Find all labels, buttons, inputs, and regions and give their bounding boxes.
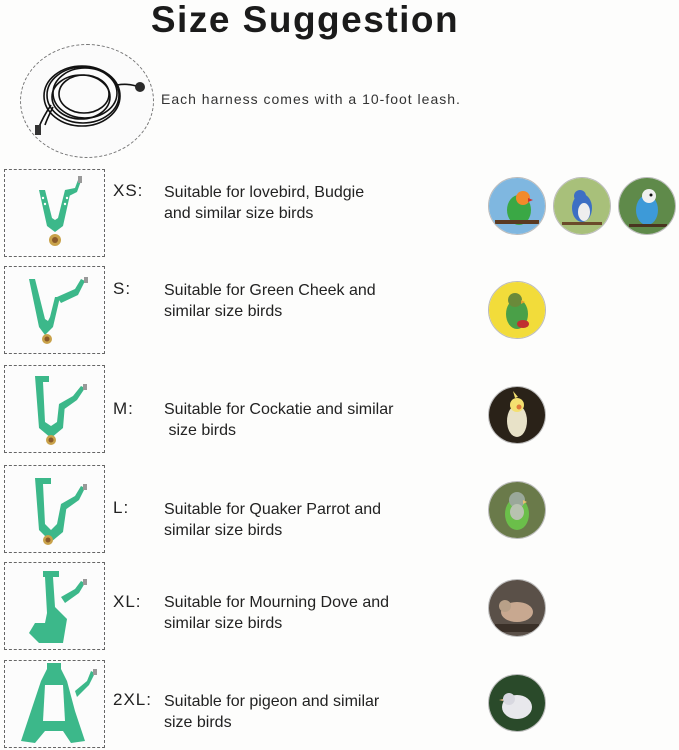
size-description: Suitable for lovebird, Budgie and similar size birds <box>164 184 365 222</box>
harness-l-image <box>4 465 105 553</box>
size-description: Suitable for Mourning Dove and similar size birds <box>164 594 390 632</box>
harness-xl-image <box>4 562 105 650</box>
size-row-xl <box>0 562 679 652</box>
size-label: XS: <box>113 181 144 200</box>
size-label: M: <box>113 399 134 418</box>
harness-icon <box>5 366 106 454</box>
cockatiel-photo <box>488 386 546 444</box>
mourning-dove-photo <box>488 579 546 637</box>
size-row-l <box>0 465 679 555</box>
budgie-photo <box>618 177 676 235</box>
harness-icon <box>5 563 106 651</box>
page-title: Size Suggestion <box>150 0 460 40</box>
size-label: XL: <box>113 592 142 611</box>
harness-icon <box>5 466 106 554</box>
size-description: Suitable for pigeon and similar size birds <box>164 693 380 731</box>
leash-note: Each harness comes with a 10-foot leash. <box>161 91 461 107</box>
harness-icon <box>5 267 106 355</box>
size-row-m <box>0 365 679 455</box>
harness-2xl-image <box>4 660 105 748</box>
size-description: Suitable for Cockatie and similar size birds <box>164 401 394 439</box>
quaker-parrot-photo <box>488 481 546 539</box>
lovebird-photo <box>488 177 546 235</box>
leash-photo <box>20 44 154 158</box>
size-description: Suitable for Green Cheek and similar size birds <box>164 282 376 320</box>
size-description: Suitable for Quaker Parrot and similar size birds <box>164 501 382 539</box>
harness-m-image <box>4 365 105 453</box>
green-cheek-photo <box>488 281 546 339</box>
leash-coil-icon <box>21 45 153 157</box>
blue-bird-photo <box>553 177 611 235</box>
harness-icon <box>5 170 106 258</box>
harness-icon <box>5 661 106 749</box>
size-label: 2XL: <box>113 690 152 709</box>
pigeon-photo <box>488 674 546 732</box>
size-label: S: <box>113 279 132 298</box>
harness-xs-image <box>4 169 105 257</box>
size-row-s <box>0 266 679 356</box>
size-row-xs <box>0 169 679 259</box>
size-label: L: <box>113 498 130 517</box>
harness-s-image <box>4 266 105 354</box>
size-row-2xl <box>0 660 679 750</box>
